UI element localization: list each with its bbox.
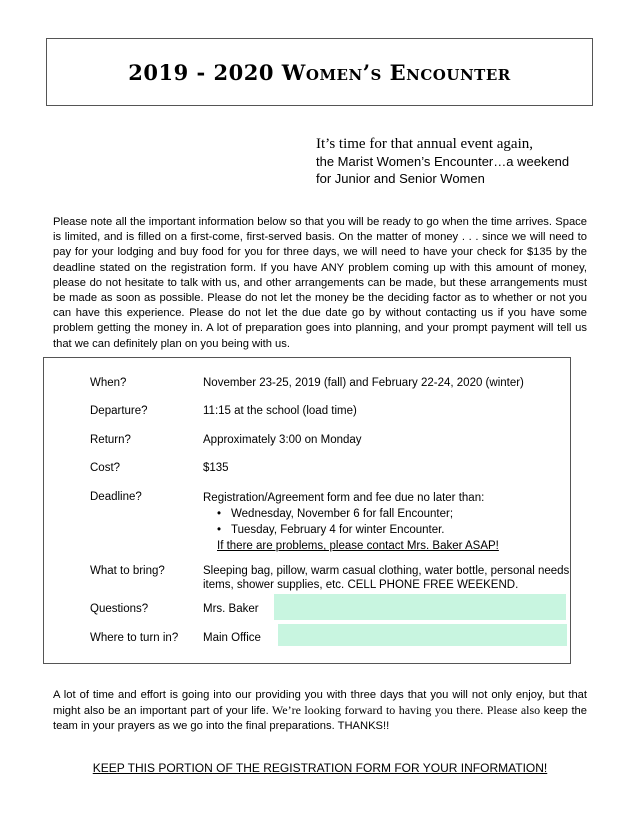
closing-part-2: We’re looking forward to having you there. Please also bbox=[268, 703, 544, 717]
intro-text bbox=[316, 136, 616, 187]
return-label: Return? bbox=[90, 434, 131, 446]
deadline-text: Registration/Agreement form and fee due no later than: bbox=[203, 492, 485, 504]
closing-part-1: A lot of time and effort is going into our providing you with three days that you will not only enjoy, but that might also be an important part of your life. bbox=[53, 689, 587, 717]
title-box bbox=[46, 38, 593, 106]
cost-label: Cost? bbox=[90, 462, 121, 474]
cost-value: $135 bbox=[203, 462, 229, 474]
departure-value: 11:15 at the school (load time) bbox=[203, 405, 357, 417]
page-title: 2019 - 2020 Women’s Encounter bbox=[128, 59, 511, 85]
departure-label: Departure? bbox=[90, 405, 148, 417]
return-value: Approximately 3:00 on Monday bbox=[203, 434, 362, 446]
deadline-value bbox=[203, 490, 573, 554]
bring-label: What to bring? bbox=[90, 565, 165, 577]
closing-part-3: keep the team in your prayers as we go into the final preparations. THANKS!! bbox=[53, 705, 587, 732]
intro-line-1: It’s time for that annual event again, bbox=[316, 136, 534, 152]
turnin-label: Where to turn in? bbox=[90, 632, 179, 644]
when-label: When? bbox=[90, 377, 127, 389]
when-value: November 23-25, 2019 (fall) and February 22-24, 2020 (winter) bbox=[203, 377, 524, 389]
deadline-bullet-fall: • Wednesday, November 6 for fall Encounter; bbox=[203, 506, 573, 522]
deadline-label: Deadline? bbox=[90, 491, 142, 503]
important-note: Please note all the important information below so that you will be ready to go when the time arrives. Space is limited, and is filled on a first-come, first-served basis. On the matter of money . . . since we will need to pay for your lodging and buy food for you for three days, we will need to have your check for $135 by the deadline stated on the registration form. If you have ANY problem coming up with this amount of money, please do not hesitate to talk with us, and other arrangements can be made, but these arrangements must be made as soon as possible. Please do not let the money be the deciding factor as to whether or not you can have this experience. Please do not let the due date go by without contacting us if you have some problem getting the money in. A lot of preparation goes into planning, and your prompt payment will tell us that we can definitely plan on you being with us. bbox=[53, 216, 587, 350]
footer-note: KEEP THIS PORTION OF THE REGISTRATION FORM FOR YOUR INFORMATION! bbox=[92, 761, 548, 775]
deadline-contact-note: If there are problems, please contact Mrs. Baker ASAP! bbox=[217, 540, 499, 552]
questions-value: Mrs. Baker bbox=[203, 603, 259, 615]
bring-value: Sleeping bag, pillow, warm casual clothing, water bottle, personal needs items, shower supplies, etc. CELL PHONE FREE WEEKEND. bbox=[203, 565, 570, 591]
info-box bbox=[43, 357, 571, 664]
closing-paragraph bbox=[53, 688, 587, 734]
questions-label: Questions? bbox=[90, 603, 149, 615]
intro-line-3: for Junior and Senior Women bbox=[316, 171, 485, 186]
turnin-value: Main Office bbox=[203, 632, 261, 644]
deadline-bullets bbox=[203, 506, 573, 538]
intro-line-2: the Marist Women’s Encounter…a weekend bbox=[316, 154, 570, 169]
deadline-bullet-winter: • Tuesday, February 4 for winter Encounter. bbox=[203, 522, 573, 538]
